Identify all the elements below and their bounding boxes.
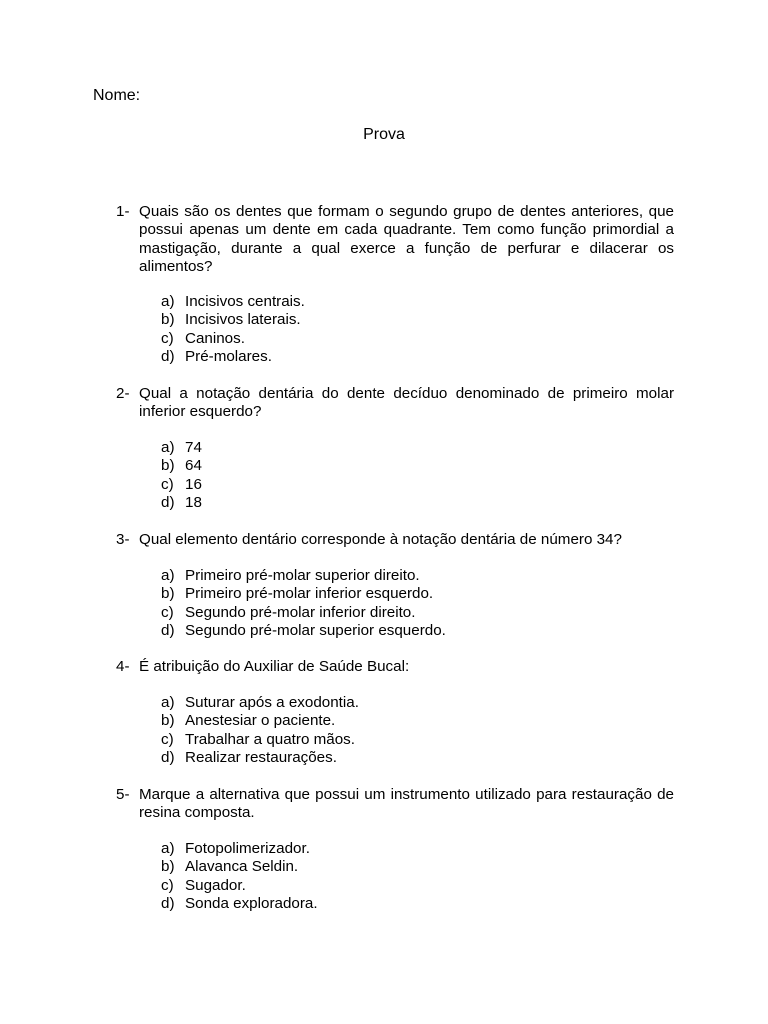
question-number: 4-	[116, 658, 130, 675]
option-a	[161, 694, 359, 712]
option-letter: b)	[161, 858, 175, 876]
option-letter: c)	[161, 603, 174, 621]
option-letter: c)	[161, 475, 174, 493]
options-list	[161, 439, 202, 512]
page-title-text: Prova	[363, 126, 405, 143]
option-letter: d)	[161, 621, 175, 639]
option-text: Incisivos laterais.	[185, 311, 301, 329]
option-c	[161, 604, 446, 622]
option-letter: b)	[161, 585, 175, 603]
option-a	[161, 840, 318, 858]
question-1	[116, 203, 674, 365]
option-letter: c)	[161, 329, 174, 347]
option-letter: a)	[161, 439, 175, 456]
option-letter: b)	[161, 311, 175, 329]
option-text: Caninos.	[185, 329, 245, 347]
option-letter: a)	[161, 293, 175, 310]
option-a	[161, 439, 202, 457]
option-d	[161, 622, 446, 640]
question-number: 1-	[116, 203, 130, 220]
option-text: Incisivos centrais.	[185, 293, 305, 310]
option-c	[161, 731, 359, 749]
options-list	[161, 694, 359, 767]
option-text: Primeiro pré-molar superior direito.	[185, 567, 420, 584]
option-text: Pré-molares.	[185, 347, 272, 365]
option-a	[161, 567, 446, 585]
option-b	[161, 712, 359, 730]
option-d	[161, 895, 318, 913]
question-text: Marque a alternativa que possui um instrumento utilizado para restauração de resina composta.	[139, 786, 674, 822]
option-c	[161, 330, 305, 348]
question-3	[116, 531, 674, 639]
option-letter: a)	[161, 567, 175, 584]
question-2	[116, 385, 674, 511]
option-c	[161, 476, 202, 494]
option-letter: c)	[161, 730, 174, 748]
option-text: Segundo pré-molar superior esquerdo.	[185, 621, 446, 639]
option-b	[161, 457, 202, 475]
option-b	[161, 858, 318, 876]
name-label: Nome:	[93, 87, 141, 104]
question-text: Quais são os dentes que formam o segundo grupo de dentes anteriores, que possui apenas um dente em cada quadrante. Tem como função primordial a mastigação, durante a qual exerce a função de perfurar e dilacerar os alimentos?	[139, 203, 674, 275]
option-text: 64	[185, 457, 202, 475]
option-text: 74	[185, 439, 202, 456]
options-list	[161, 567, 446, 640]
question-text: É atribuição do Auxiliar de Saúde Bucal:	[139, 658, 410, 675]
option-letter: a)	[161, 694, 175, 711]
option-b	[161, 585, 446, 603]
option-text: Sugador.	[185, 876, 246, 894]
option-letter: d)	[161, 493, 175, 511]
question-text: Qual a notação dentária do dente decíduo denominado de primeiro molar inferior esquerdo?	[139, 385, 674, 421]
question-number: 3-	[116, 531, 130, 548]
option-letter: a)	[161, 840, 175, 857]
options-list	[161, 840, 318, 913]
option-letter: b)	[161, 457, 175, 475]
option-text: Segundo pré-molar inferior direito.	[185, 603, 416, 621]
option-b	[161, 311, 305, 329]
option-c	[161, 877, 318, 895]
option-a	[161, 293, 305, 311]
question-4	[116, 658, 674, 766]
question-number: 2-	[116, 385, 130, 402]
option-letter: d)	[161, 347, 175, 365]
option-text: Sonda exploradora.	[185, 894, 318, 912]
option-text: 16	[185, 475, 202, 493]
option-letter: c)	[161, 876, 174, 894]
option-text: Suturar após a exodontia.	[185, 694, 359, 711]
option-d	[161, 348, 305, 366]
option-letter: d)	[161, 748, 175, 766]
option-text: Trabalhar a quatro mãos.	[185, 730, 355, 748]
option-text: Primeiro pré-molar inferior esquerdo.	[185, 585, 434, 603]
options-list	[161, 293, 305, 366]
option-d	[161, 749, 359, 767]
option-letter: b)	[161, 712, 175, 730]
option-text: Anestesiar o paciente.	[185, 712, 336, 730]
question-5	[116, 786, 674, 912]
question-number: 5-	[116, 786, 130, 803]
option-text: Fotopolimerizador.	[185, 840, 310, 857]
option-text: Alavanca Seldin.	[185, 858, 299, 876]
option-text: 18	[185, 493, 202, 511]
question-text: Qual elemento dentário corresponde à notação dentária de número 34?	[139, 531, 622, 548]
option-d	[161, 494, 202, 512]
option-letter: d)	[161, 894, 175, 912]
option-text: Realizar restaurações.	[185, 748, 337, 766]
page-title	[0, 126, 768, 144]
